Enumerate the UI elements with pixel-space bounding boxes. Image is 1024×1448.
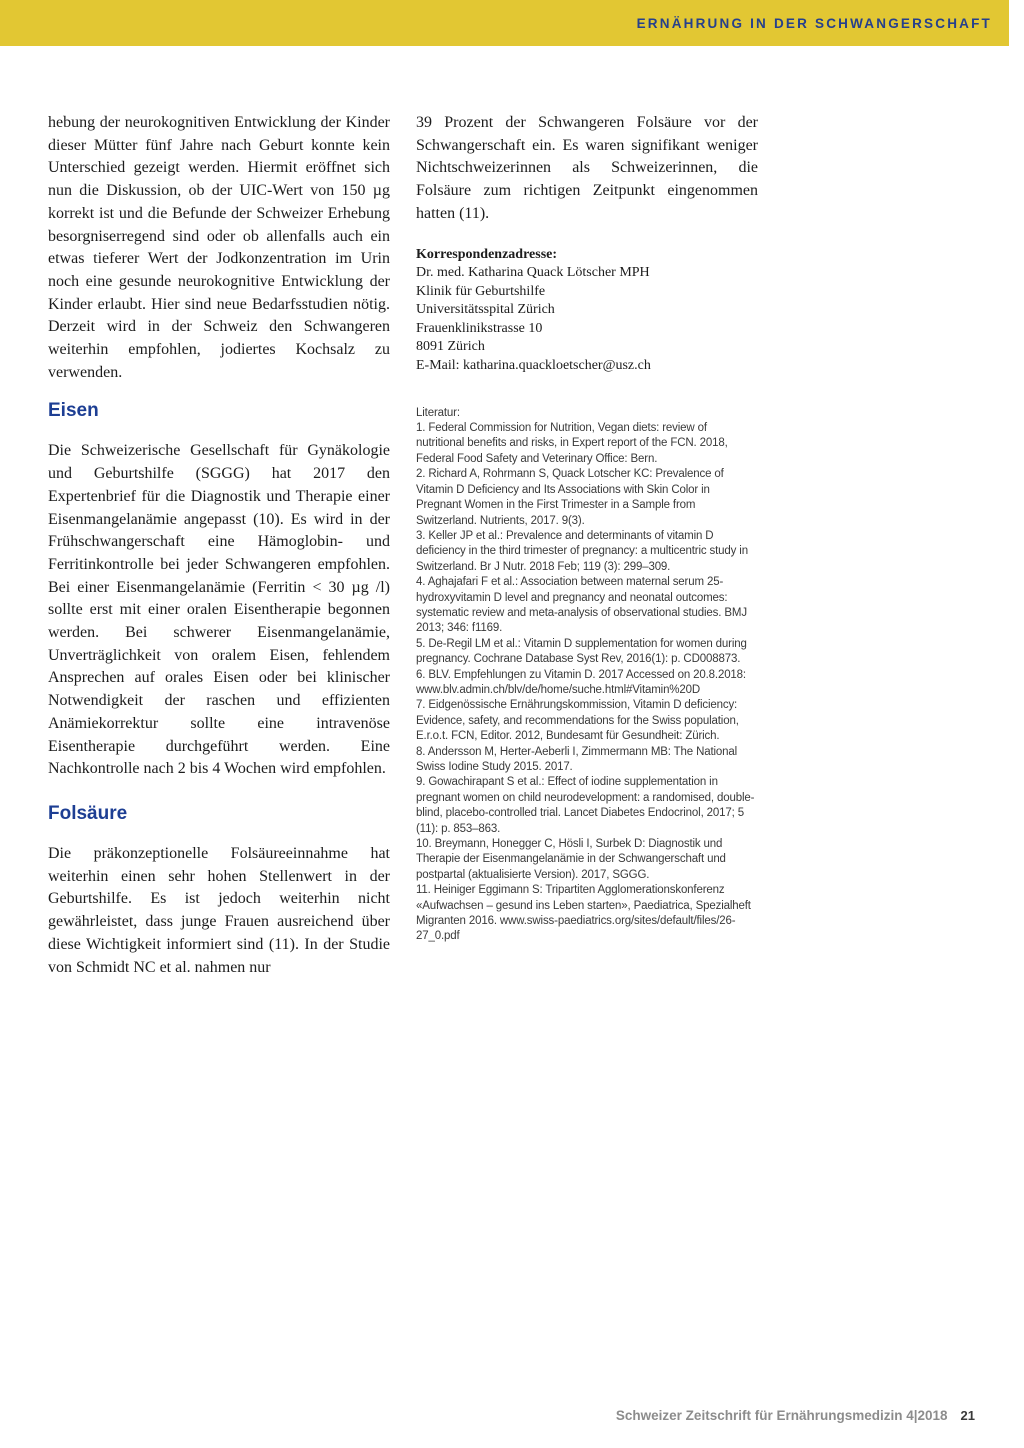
paragraph-folsaeure-continuation: 39 Prozent der Schwangeren Folsäure vor der Schwangerschaft ein. Es waren signifikant weniger Nichtschweizerinnen als Schweizerinnen, die Folsäure zum richtigen Zeitpunkt eingenommen hatten (11). <box>416 114 758 222</box>
reference-item-3: 3. Keller JP et al.: Prevalence and determinants of vitamin D deficiency in the third trimester of pregnancy: a multicentric study in Switzerland. Br J Nutr. 2018 Feb; 119 (3): 299–309. <box>416 529 748 573</box>
reference-item-5: 5. De-Regil LM et al.: Vitamin D supplementation for women during pregnancy. Cochrane Database Syst Rev, 2016(1): p. CD008873. <box>416 637 747 666</box>
article-columns <box>48 112 758 979</box>
correspondence-line-clinic: Klinik für Geburtshilfe <box>416 283 546 299</box>
correspondence-line-name: Dr. med. Katharina Quack Lötscher MPH <box>416 265 650 281</box>
reference-item-7: 7. Eidgenössische Ernährungskommission, Vitamin D deficiency: Evidence, safety, and recommendations for the Swiss population, E.r.o.t. FCN, Editor. 2012, Bundesamt für Gesundheit: Zürich. <box>416 699 739 743</box>
column-left <box>48 112 390 979</box>
reference-item-2: 2. Richard A, Rohrmann S, Quack Lotscher KC: Prevalence of Vitamin D Deficiency and Its Associations with Skin Color in Pregnant Women in the First Trimester in a Sample from Switzerland. Nutrients, 2017. 9(3). <box>416 468 724 527</box>
paragraph-iodine-continuation: hebung der neurokognitiven Entwicklung der Kinder dieser Mütter fünf Jahre nach Geburt konnte kein Unterschied gezeigt werden. Hiermit eröffnet sich nun die Diskussion, ob der UIC-Wert von 150 µg korrekt ist und die Befunde der Schweizer Erhebung besorgniserregend sind oder ob allenfalls auch ein etwas tieferer Wert der Jodkonzentration im Urin noch eine gesunde neurokognitive Entwicklung der Kinder erlaubt. Hier sind neue Bedarfsstudien nötig. Derzeit wird in der Schweiz den Schwangeren weiterhin empfohlen, jodiertes Kochsalz zu verwenden. <box>48 114 390 381</box>
page-number: 21 <box>960 1408 975 1423</box>
heading-folsaeure: Folsäure <box>48 802 128 824</box>
reference-item-8: 8. Andersson M, Herter-Aeberli I, Zimmermann MB: The National Swiss Iodine Study 2015. 2017. <box>416 745 738 774</box>
reference-item-9: 9. Gowachirapant S et al.: Effect of iodine supplementation in pregnant women on child neurodevelopment: a randomised, double-blind, placebo-controlled trial. Lancet Diabetes Endocrinol, 2017; 5 (11): p. 853–863. <box>416 776 755 835</box>
reference-item-4: 4. Aghajafari F et al.: Association between maternal serum 25-hydroxyvitamin D level and pregnancy and neonatal outcomes: systematic review and meta-analysis of observational studies. BMJ 2013; 346: f1169. <box>416 576 747 635</box>
paragraph-eisen: Die Schweizerische Gesellschaft für Gynäkologie und Geburtshilfe (SGGG) hat 2017 den Expertenbrief für die Diagnostik und Therapie einer Eisenmangelanämie angepasst (10). Es wird in der Frühschwangerschaft eine Hämoglobin- und Ferritinkontrolle bei jeder Schwangeren empfohlen. Bei einer Eisenmangelanämie (Ferritin < 30 µg /l) sollte erst mit einer oralen Eisentherapie begonnen werden. Bei schwerer Eisenmangelanämie, Unverträglichkeit von oralem Eisen, fehlendem Ansprechen auf orales Eisen oder bei klinischer Notwendigkeit der raschen und effizienten Anämiekorrektur sollte eine intravenöse Eisentherapie durchgeführt werden. Eine Nachkontrolle nach 2 bis 4 Wochen wird empfohlen. <box>48 442 390 778</box>
reference-item-11: 11. Heiniger Eggimann S: Tripartiten Agglomerationskonferenz «Aufwachsen – gesund ins Leben starten», Paediatrica, Spezialheft Migranten 2016. www.swiss-paediatrics.org/sites/default/files/26-27_0.pdf <box>416 884 751 943</box>
correspondence-line-street: Frauenklinikstrasse 10 <box>416 320 543 336</box>
literature-block <box>416 406 758 945</box>
header-section-title: ERNÄHRUNG IN DER SCHWANGERSCHAFT <box>636 15 992 31</box>
correspondence-title: Korrespondenzadresse: <box>416 246 558 262</box>
journal-name: Schweizer Zeitschrift für Ernährungsmedizin 4|2018 <box>615 1408 948 1423</box>
reference-item-1: 1. Federal Commission for Nutrition, Vegan diets: review of nutritional benefits and risks, in Expert report of the FCN. 2018, Federal Food Safety and Veterinary Office: Bern. <box>416 422 728 465</box>
reference-item-6: 6. BLV. Empfehlungen zu Vitamin D. 2017 Accessed on 20.8.2018: www.blv.admin.ch/blv/de/home/suche.html#Vitamin%20D <box>416 668 746 696</box>
column-right <box>416 112 758 979</box>
header-bar <box>0 0 1009 46</box>
page-footer <box>616 1408 975 1423</box>
correspondence-line-hospital: Universitätsspital Zürich <box>416 302 555 318</box>
literature-title: Literatur: <box>416 406 460 419</box>
correspondence-line-city: 8091 Zürich <box>416 339 485 355</box>
correspondence-line-email: E-Mail: katharina.quackloetscher@usz.ch <box>416 358 651 374</box>
reference-item-10: 10. Breymann, Honegger C, Hösli I, Surbek D: Diagnostik und Therapie der Eisenmangelanämie in der Schwangerschaft und postpartal (aktualisierte Version). 2017, SGGG. <box>416 838 726 881</box>
correspondence-block <box>416 246 758 376</box>
heading-eisen: Eisen <box>48 400 99 422</box>
paragraph-folsaeure: Die präkonzeptionelle Folsäureeinnahme hat weiterhin einen sehr hohen Stellenwert in der Geburtshilfe. Es ist jedoch weiterhin nicht gewährleistet, dass junge Frauen ausreichend über diese Wichtigkeit informiert sind (11). In der Studie von Schmidt NC et al. nahmen nur <box>48 844 390 976</box>
